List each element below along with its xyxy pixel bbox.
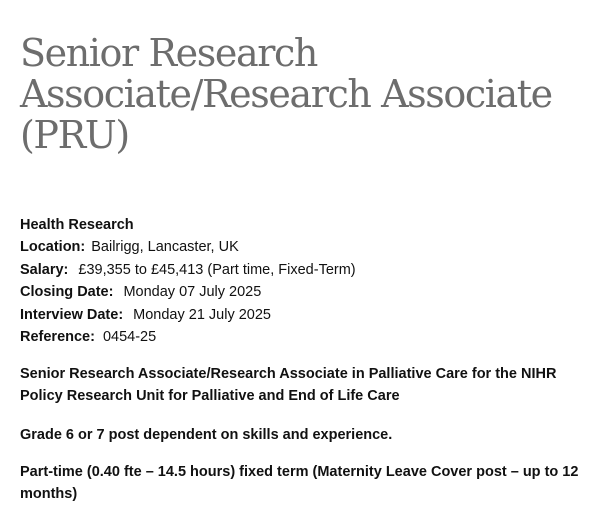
description-paragraph-3: Part-time (0.40 fte – 14.5 hours) fixed term (Maternity Leave Cover post – up to 12 months) bbox=[20, 464, 579, 503]
interview-date-label: Interview Date: bbox=[20, 306, 124, 323]
location-label: Location: bbox=[20, 239, 86, 256]
job-details bbox=[20, 214, 605, 348]
location-value: Bailrigg, Lancaster, UK bbox=[91, 239, 239, 256]
description-paragraph-2: Grade 6 or 7 post dependent on skills and experience. bbox=[20, 427, 393, 443]
department: Health Research bbox=[20, 217, 134, 233]
closing-date-label: Closing Date: bbox=[20, 284, 114, 301]
closing-date-value: Monday 07 July 2025 bbox=[123, 284, 262, 301]
reference-label: Reference: bbox=[20, 329, 95, 346]
reference-value: 0454-25 bbox=[102, 329, 157, 346]
salary-value: £39,355 to £45,413 (Part time, Fixed-Term) bbox=[78, 261, 356, 278]
title-line-2: Associate/Research Associate bbox=[20, 72, 552, 116]
page-title bbox=[20, 33, 605, 156]
interview-date-row bbox=[20, 304, 605, 326]
description-paragraph-1: Senior Research Associate/Research Associate in Palliative Care for the NIHR Policy Research Unit for Palliative and End of Life Care bbox=[20, 366, 557, 405]
interview-date-value: Monday 21 July 2025 bbox=[133, 306, 271, 323]
salary-label: Salary: bbox=[20, 261, 69, 278]
salary-row bbox=[20, 259, 605, 281]
title-line-3: (PRU) bbox=[20, 113, 129, 157]
closing-date-row bbox=[20, 281, 605, 303]
reference-row bbox=[20, 326, 605, 348]
title-line-1: Senior Research bbox=[20, 31, 317, 75]
location-row bbox=[20, 236, 605, 258]
